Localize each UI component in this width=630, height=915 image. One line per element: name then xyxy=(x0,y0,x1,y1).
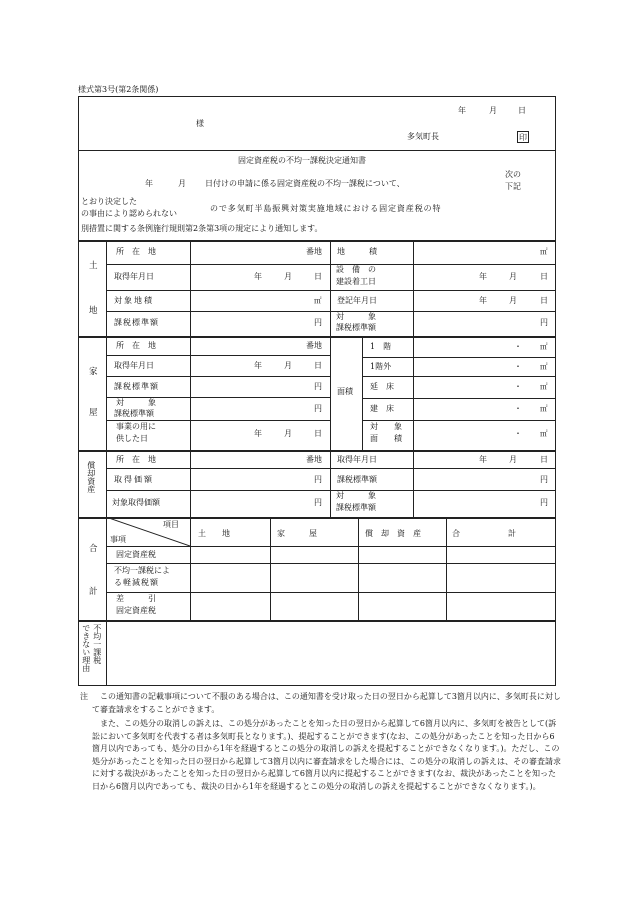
land-target-yen: 円 xyxy=(540,318,548,327)
intro-below: 下記 xyxy=(505,182,521,191)
seal-stamp: 印 xyxy=(519,133,527,142)
dep-target-price-label: 対象取得価額 xyxy=(112,498,160,507)
total-row-fixed-tax: 固定資産税 xyxy=(116,550,156,559)
document-title: 固定資産税の不均一課税決定通知書 xyxy=(238,156,366,165)
house-use-label-2: 供した日 xyxy=(116,434,148,443)
land-acquired-label: 取得年月日 xyxy=(114,272,154,281)
total-label-bottom: 計 xyxy=(89,587,98,597)
land-registered-label: 登記年月日 xyxy=(337,296,377,305)
house-location-label: 所 在 地 xyxy=(116,341,156,350)
total-row-net-2: 固定資産税 xyxy=(116,606,156,615)
total-row-reduction-1: 不均一課税によ xyxy=(114,566,170,575)
dep-target-taxbase-1: 対 象 xyxy=(336,491,376,500)
house-floor1-out-dot: ・ xyxy=(514,362,522,371)
intro-decided: とおり決定した xyxy=(81,197,137,206)
house-floor1-dot: ・ xyxy=(514,342,522,351)
land-registered-day: 日 xyxy=(540,296,548,305)
house-label-bottom: 屋 xyxy=(89,408,98,418)
land-facility-month: 月 xyxy=(509,272,517,281)
dep-acquired-year: 年 xyxy=(479,455,487,464)
house-area-label: 面積 xyxy=(337,387,353,396)
house-acquired-day: 日 xyxy=(314,361,322,370)
total-col-house: 家 屋 xyxy=(277,529,317,538)
house-target-taxbase-1: 対 象 xyxy=(116,398,156,407)
dep-taxbase-label: 課税標準額 xyxy=(337,475,377,484)
date-month: 月 xyxy=(489,106,497,115)
land-taxbase-yen: 円 xyxy=(314,318,322,327)
land-target-taxbase-2: 課税標準額 xyxy=(336,323,376,332)
land-target-taxbase-1: 対 象 xyxy=(336,312,376,321)
house-floor1-out-label: 1階外 xyxy=(370,362,392,371)
depreciable-label: 償却資産 xyxy=(86,461,96,493)
total-row-reduction-2: る軽減税額 xyxy=(114,578,159,587)
land-label-bottom: 地 xyxy=(89,306,98,316)
land-target-sqm: ㎡ xyxy=(314,296,322,305)
land-taxbase-label: 課税標準額 xyxy=(114,318,159,327)
dep-acquired-label: 取得年月日 xyxy=(337,455,377,464)
total-label-top: 合 xyxy=(89,544,98,554)
date-day: 日 xyxy=(518,106,526,115)
land-label-top: 土 xyxy=(89,261,98,271)
house-floor-total-sqm: ㎡ xyxy=(540,382,548,391)
dep-price-yen: 円 xyxy=(314,475,322,484)
dep-taxbase-yen: 円 xyxy=(540,475,548,484)
intro-line2: ので多気町半島振興対策実施地域における固定資産税の特 xyxy=(210,204,442,213)
dep-acquired-month: 月 xyxy=(509,455,517,464)
house-banchi: 番地 xyxy=(306,341,322,350)
date-year: 年 xyxy=(458,106,466,115)
land-acquired-day: 日 xyxy=(314,272,322,281)
total-col-sum: 合 計 xyxy=(452,529,516,538)
house-target-area-1: 対 象 xyxy=(370,422,402,431)
notes-paragraph-1: この通知書の記載事項について不服のある場合は、この通知書を受け取った日の翌日から起算して3箇月以内に、多気町長に対して審査請求をすることができます。 xyxy=(92,692,561,714)
form-number: 様式第3号(第2条関係) xyxy=(78,85,159,94)
house-acquired-label: 取得年月日 xyxy=(114,361,154,370)
land-registered-year: 年 xyxy=(479,296,487,305)
house-acquired-year: 年 xyxy=(254,361,262,370)
land-area-label: 地 積 xyxy=(337,247,377,256)
house-label-top: 家 xyxy=(89,367,98,377)
reason-label-1: 不均一課税 xyxy=(92,624,102,664)
total-col-depreciable: 償 却 資 産 xyxy=(365,529,421,538)
land-acquired-year: 年 xyxy=(254,272,262,281)
land-facility-day: 日 xyxy=(540,272,548,281)
mayor-name: 多気町長 xyxy=(407,132,439,141)
total-matter-label: 事項 xyxy=(110,535,126,544)
dep-location-label: 所 在 地 xyxy=(116,455,156,464)
notes-paragraph-2: また、この処分の取消しの訴えは、この処分があったことを知った日の翌日から起算して6箇月以内に、多気町を被告として(訴訟において多気町を代表する者は多気町長となります。)、提起することができます(なお、この処分があったことを知った日から6箇月以内であっても、処分の日から1年を経過するとこの処分の取消しの訴えを提起することができなくなります。)。ただし、この処分があったことを知った日の翌日から起算して3箇月以内に審査請求をした場合には、この処分の取消しの訴えは、その審査請求に対する裁決があったことを知った日の翌日から起算して6箇月以内に提起することができます(なお、裁決があったことを知った日から6箇月以内であっても、裁決の日から1年を経過するとこの処分の取消しの訴えを提起することができなくなります。)。 xyxy=(92,719,562,791)
house-building-sqm: ㎡ xyxy=(540,404,548,413)
house-target-area-2: 面 積 xyxy=(370,434,402,443)
dep-acquired-day: 日 xyxy=(540,455,548,464)
reason-label-2: できない理由 xyxy=(81,624,91,672)
house-use-day: 日 xyxy=(314,429,322,438)
house-building-label: 建 床 xyxy=(370,404,394,413)
house-floor-total-label: 延 床 xyxy=(370,382,394,391)
house-target-area-dot: ・ xyxy=(514,429,522,438)
house-target-taxbase-2: 課税標準額 xyxy=(114,409,154,418)
intro-line1: 日付けの申請に係る固定資産税の不均一課税について、 xyxy=(205,179,405,188)
dep-price-label: 取得価額 xyxy=(114,475,154,484)
house-floor1-sqm: ㎡ xyxy=(540,342,548,351)
dep-banchi: 番地 xyxy=(306,455,322,464)
notes-mark: 注 xyxy=(80,692,88,701)
house-taxbase-label: 課税標準額 xyxy=(114,382,159,391)
total-item-label: 項目 xyxy=(163,520,179,529)
addressee-sama: 様 xyxy=(196,119,204,128)
intro-next: 次の xyxy=(505,170,521,179)
land-acquired-month: 月 xyxy=(284,272,292,281)
house-use-label-1: 事業の用に xyxy=(116,422,156,431)
land-location-label: 所 在 地 xyxy=(116,247,156,256)
house-use-year: 年 xyxy=(254,429,262,438)
land-banchi: 番地 xyxy=(306,247,322,256)
house-target-area-sqm: ㎡ xyxy=(540,429,548,438)
house-acquired-month: 月 xyxy=(284,361,292,370)
house-target-yen: 円 xyxy=(314,404,322,413)
land-facility-label-2: 建設着工日 xyxy=(336,277,376,286)
intro-reason: の事由により認められない xyxy=(81,209,177,218)
land-area-sqm: ㎡ xyxy=(540,247,548,256)
land-facility-label-1: 設 備 の xyxy=(336,265,376,274)
house-floor-total-dot: ・ xyxy=(514,382,522,391)
total-row-net-1: 差 引 xyxy=(116,594,156,603)
house-floor1-label: 1 階 xyxy=(370,342,392,351)
house-building-dot: ・ xyxy=(514,404,522,413)
intro-month: 月 xyxy=(178,179,186,188)
total-col-land: 土 地 xyxy=(198,529,230,538)
house-use-month: 月 xyxy=(284,429,292,438)
land-facility-year: 年 xyxy=(479,272,487,281)
land-registered-month: 月 xyxy=(509,296,517,305)
house-floor1-out-sqm: ㎡ xyxy=(540,362,548,371)
dep-target-taxbase-yen: 円 xyxy=(540,498,548,507)
intro-line3: 別措置に関する条例施行規則第2条第3項の規定により通知します。 xyxy=(81,224,323,233)
land-target-area-label: 対象地積 xyxy=(114,296,154,305)
intro-year: 年 xyxy=(145,179,153,188)
dep-target-taxbase-2: 課税標準額 xyxy=(336,503,376,512)
house-taxbase-yen: 円 xyxy=(314,382,322,391)
dep-target-price-yen: 円 xyxy=(314,498,322,507)
